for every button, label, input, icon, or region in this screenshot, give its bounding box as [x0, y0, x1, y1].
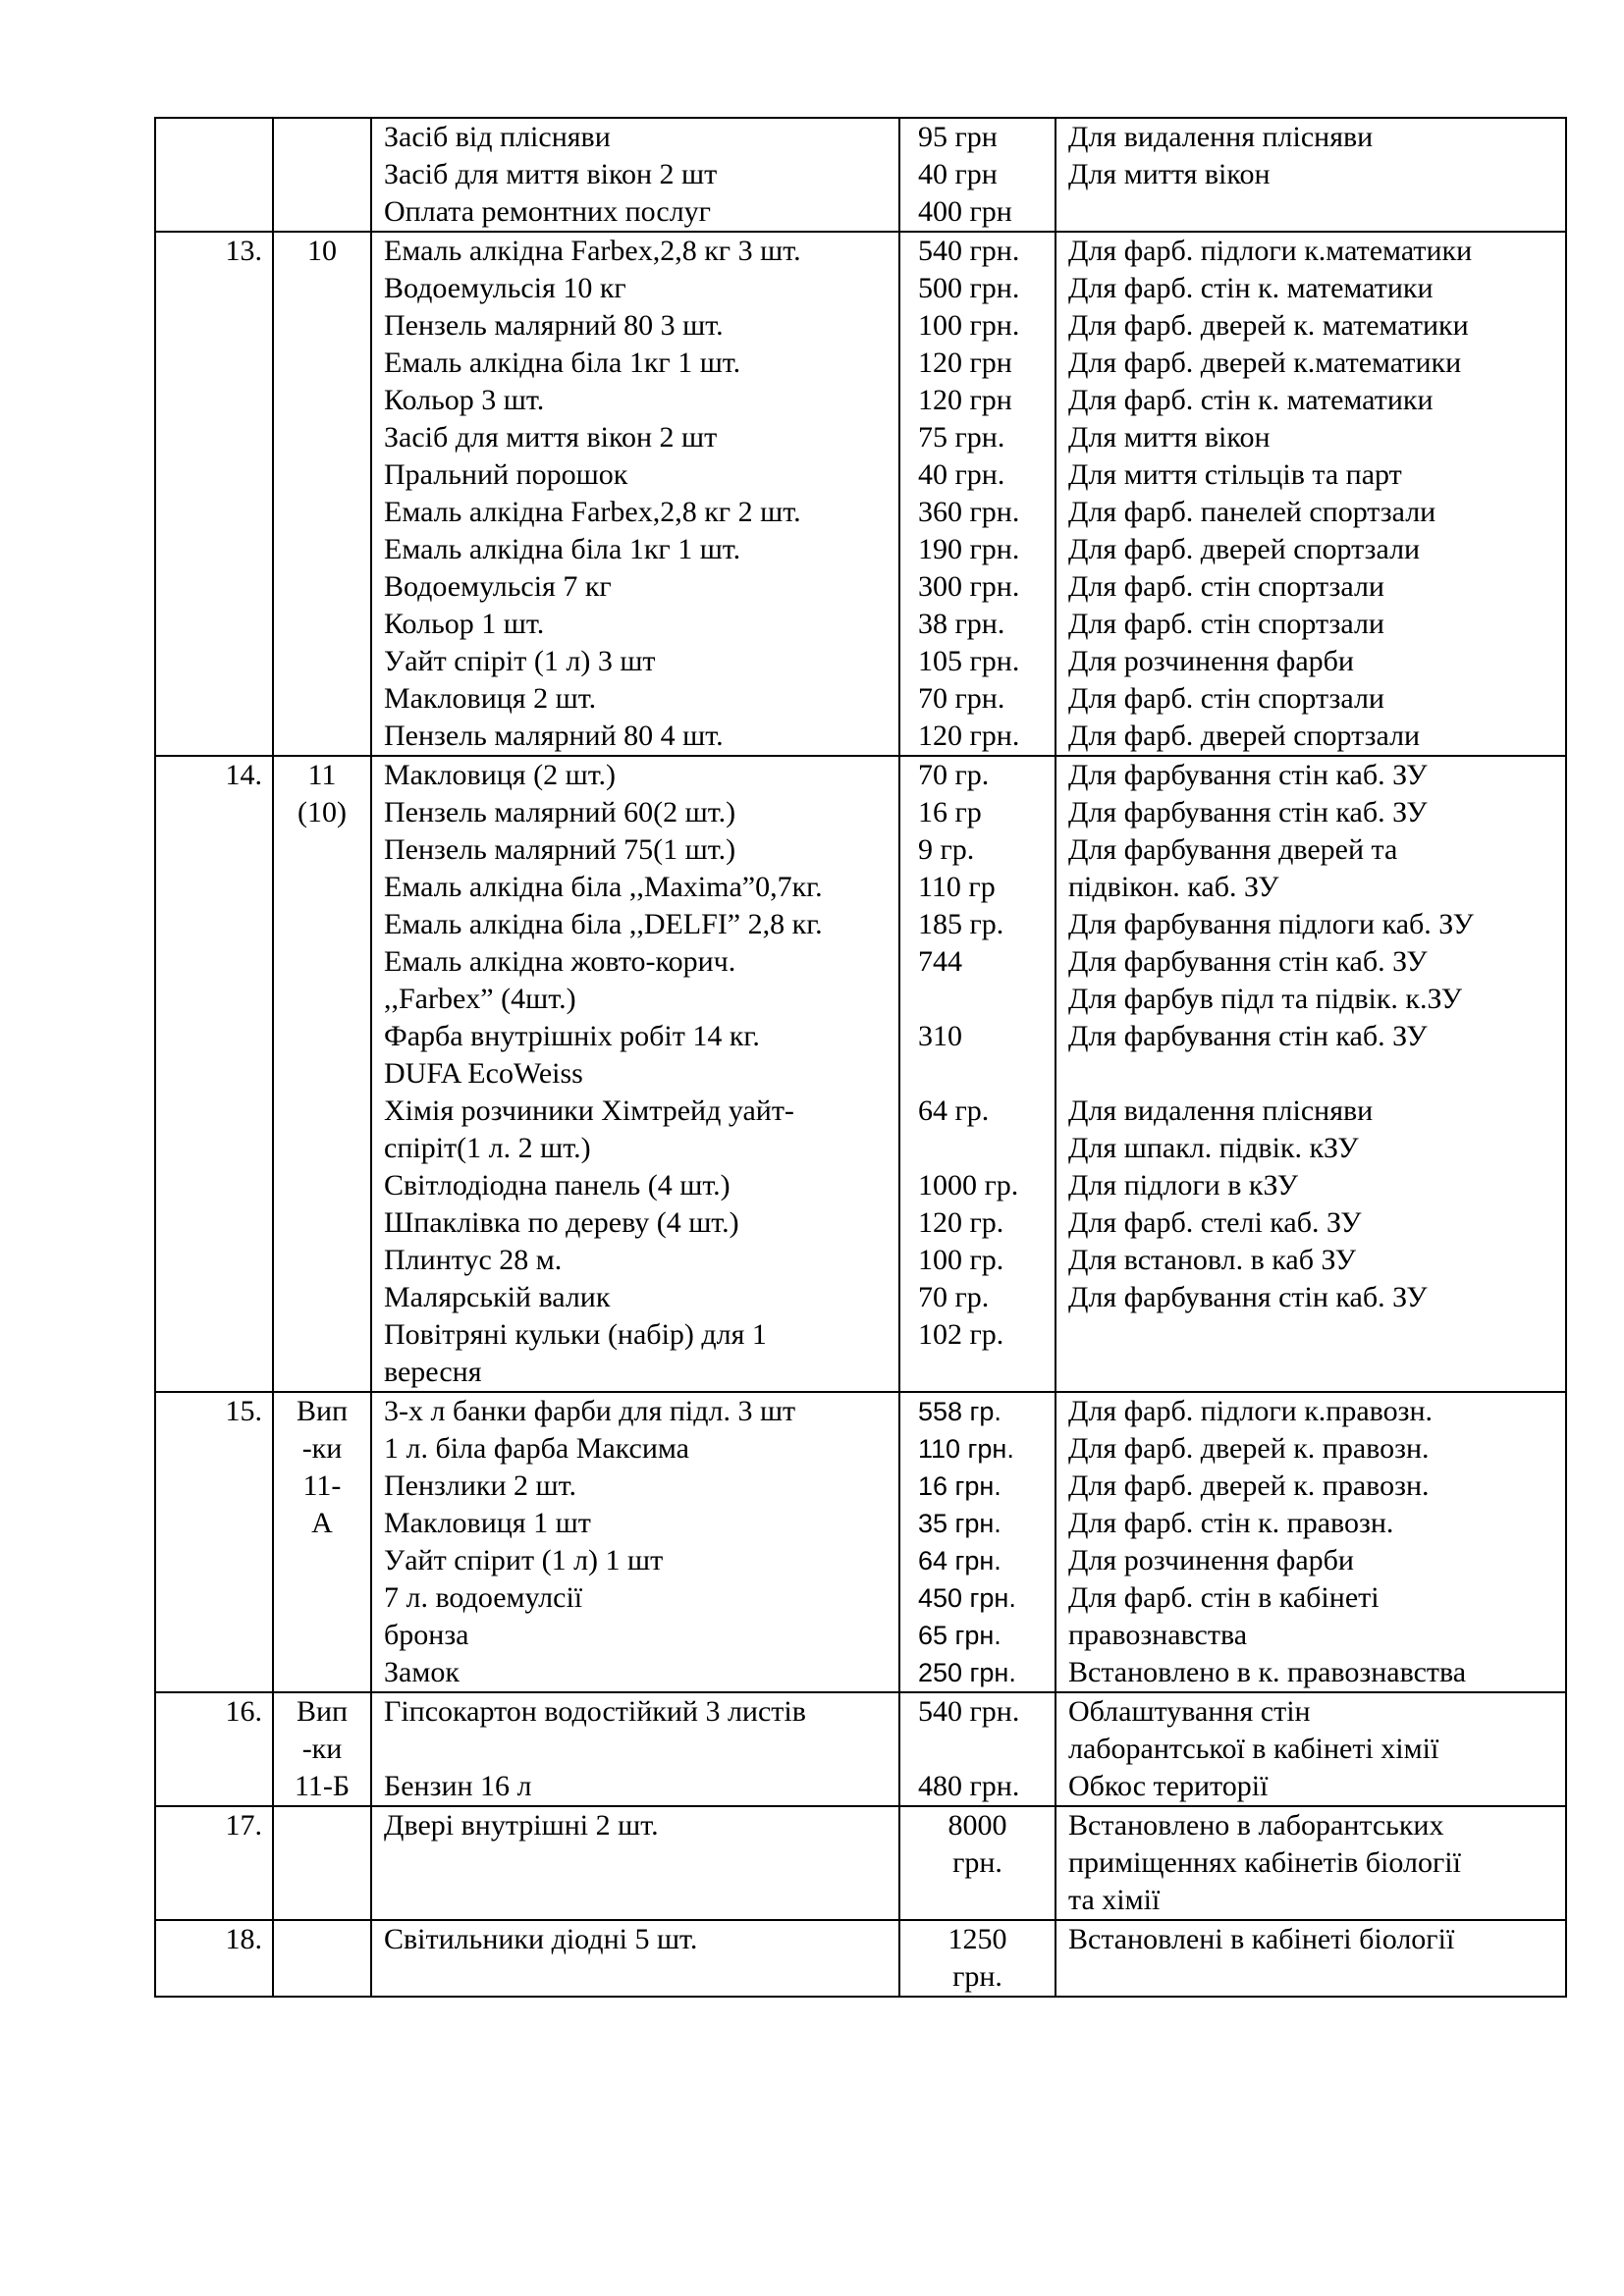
note-line: Для фарб. стін спортзали — [1068, 570, 1384, 603]
item-line: Пензель малярний 75(1 шт.) — [384, 833, 736, 866]
price-line: 70 гр. — [918, 759, 990, 791]
item-line: Двері внутрішні 2 шт. — [384, 1809, 659, 1842]
price-line: 250 грн. — [918, 1658, 1016, 1687]
price-cell — [899, 118, 1056, 232]
note-line: Для фарбування стін каб. ЗУ — [1068, 1020, 1428, 1052]
price-cell — [899, 1692, 1056, 1806]
note-line: приміщеннях кабінетів біології — [1068, 1846, 1461, 1879]
item-line: Хімія розчиники Хімтрейд уайт- — [384, 1095, 794, 1127]
item-line: Кольор 1 шт. — [384, 608, 545, 640]
item-line: Пензель малярний 60(2 шт.) — [384, 796, 736, 828]
item-line: Кольор 3 шт. — [384, 384, 545, 416]
price-line: 120 грн — [918, 347, 1012, 379]
item-line: Бензин 16 л — [384, 1770, 532, 1802]
note-line: Для фарб. стін к. правозн. — [1068, 1507, 1394, 1539]
note-line: Для фарб. підлоги к.правозн. — [1068, 1395, 1434, 1427]
note-cell — [1056, 1806, 1566, 1920]
item-cell — [371, 1806, 899, 1920]
item-line: 3-х л банки фарби для підл. 3 шт — [384, 1395, 796, 1427]
item-line: Засіб для миття вікон 2 шт — [384, 158, 718, 190]
item-line: DUFA EcoWeiss — [384, 1057, 583, 1090]
class-label: 11-Б — [294, 1770, 351, 1802]
note-line: Для фарб. дверей к. правозн. — [1068, 1469, 1430, 1502]
price-line — [918, 981, 1055, 1018]
price-line: 64 гр. — [918, 1095, 990, 1127]
class-label: -ки — [301, 1432, 343, 1465]
note-line: Для розчинення фарби — [1068, 645, 1354, 677]
note-line: Для фарбування стін каб. ЗУ — [1068, 1281, 1428, 1313]
row-number-cell — [155, 118, 273, 232]
note-cell — [1056, 118, 1566, 232]
item-line: Пензель малярний 80 3 шт. — [384, 309, 724, 342]
item-cell — [371, 118, 899, 232]
expenses-table-body — [155, 118, 1566, 1997]
note-line: Для фарб. стін спортзали — [1068, 608, 1384, 640]
price-line — [918, 1055, 1055, 1093]
note-cell — [1056, 232, 1566, 756]
item-line: Емаль алкідна біла ,,DELFI” 2,8 кг. — [384, 908, 823, 940]
price-cell — [899, 1920, 1056, 1997]
price-line: 558 гр. — [918, 1397, 1001, 1426]
note-line: Для видалення плісняви — [1068, 1095, 1374, 1127]
row-number: 15. — [225, 1395, 262, 1427]
item-line: Емаль алкідна біла 1кг 1 шт. — [384, 347, 741, 379]
row-number: 13. — [225, 235, 262, 267]
item-line: ,,Farbex” (4шт.) — [384, 983, 576, 1015]
item-line: Світлодіодна панель (4 шт.) — [384, 1169, 731, 1201]
row-number-cell — [155, 756, 273, 1392]
item-line: Уайт спірит (1 л) 1 шт — [384, 1544, 664, 1576]
price-cell — [899, 756, 1056, 1392]
note-line: Для фарб. стін спортзали — [1068, 682, 1384, 715]
note-line — [1068, 193, 1565, 231]
row-number: 16. — [225, 1695, 262, 1728]
item-line: Емаль алкідна Farbex,2,8 кг 3 шт. — [384, 235, 801, 267]
price-line: 38 грн. — [918, 608, 1005, 640]
class-cell — [273, 232, 371, 756]
price-line — [918, 1354, 1055, 1391]
note-line: Для підлоги в кЗУ — [1068, 1169, 1298, 1201]
price-line: 540 грн. — [918, 1695, 1020, 1728]
note-line: Для миття вікон — [1068, 421, 1271, 454]
note-line: Для фарбування стін каб. ЗУ — [1068, 759, 1428, 791]
class-label: (10) — [298, 796, 347, 828]
price-line: 400 грн — [918, 195, 1012, 228]
item-line: Фарба внутрішніх робіт 14 кг. — [384, 1020, 760, 1052]
class-label: -ки — [301, 1733, 343, 1765]
note-line: Для видалення плісняви — [1068, 121, 1374, 153]
item-line: Емаль алкідна Farbex,2,8 кг 2 шт. — [384, 496, 801, 528]
item-line — [384, 1731, 898, 1768]
note-line: Встановлені в кабінеті біології — [1068, 1923, 1455, 1955]
price-line — [918, 1731, 1055, 1768]
note-cell — [1056, 1692, 1566, 1806]
note-line: Для фарб. стін к. математики — [1068, 272, 1434, 304]
item-cell — [371, 1920, 899, 1997]
row-number: 18. — [225, 1923, 262, 1955]
class-cell — [273, 118, 371, 232]
item-line: Оплата ремонтних послуг — [384, 195, 711, 228]
item-line: Засіб для миття вікон 2 шт — [384, 421, 718, 454]
class-cell — [273, 1806, 371, 1920]
class-label: 10 — [307, 235, 337, 267]
note-line: Для миття вікон — [1068, 158, 1271, 190]
row-number: 17. — [225, 1809, 262, 1842]
note-line: Для встановл. в каб ЗУ — [1068, 1244, 1357, 1276]
price-line: 1000 гр. — [918, 1169, 1019, 1201]
price-line: 120 грн. — [918, 720, 1020, 752]
table-row — [155, 232, 1566, 756]
note-line: Встановлено в лаборантських — [1068, 1809, 1444, 1842]
note-line — [1068, 1354, 1565, 1391]
item-line: Макловиця 2 шт. — [384, 682, 597, 715]
price-line: 70 грн. — [918, 682, 1005, 715]
item-line: Водоемульсія 10 кг — [384, 272, 626, 304]
note-line: Для фарб. дверей к.математики — [1068, 347, 1462, 379]
price-line: 70 гр. — [918, 1281, 990, 1313]
note-line — [1068, 1055, 1565, 1093]
price-line: 16 гр — [918, 796, 982, 828]
note-line: Встановлено в к. правознавства — [1068, 1656, 1467, 1688]
note-line: лаборантської в кабінеті хімії — [1068, 1733, 1439, 1765]
row-number — [156, 119, 262, 156]
item-cell — [371, 756, 899, 1392]
note-line: Для фарб. панелей спортзали — [1068, 496, 1436, 528]
table-row — [155, 1392, 1566, 1692]
item-line: Макловиця 1 шт — [384, 1507, 591, 1539]
price-line: 500 грн. — [918, 272, 1020, 304]
row-number-cell — [155, 1806, 273, 1920]
item-cell — [371, 232, 899, 756]
table-row — [155, 1692, 1566, 1806]
row-number-cell — [155, 232, 273, 756]
note-line: Для фарбування стін каб. ЗУ — [1068, 945, 1428, 978]
item-line: 7 л. водоемулсії — [384, 1581, 583, 1614]
price-line: 744 — [918, 945, 962, 978]
note-line: Для фарб. підлоги к.математики — [1068, 235, 1473, 267]
price-line: 40 грн — [918, 158, 998, 190]
expenses-table — [154, 117, 1567, 1998]
price-line: грн. — [952, 1846, 1002, 1879]
note-line: Для фарб. дверей к. правозн. — [1068, 1432, 1430, 1465]
price-cell — [899, 232, 1056, 756]
item-line: Гіпсокартон водостійкий 3 листів — [384, 1695, 806, 1728]
note-line: Для фарб. стін в кабінеті — [1068, 1581, 1380, 1614]
row-number-cell — [155, 1392, 273, 1692]
row-number-cell — [155, 1692, 273, 1806]
note-line: Для фарб. дверей спортзали — [1068, 720, 1421, 752]
note-line: та хімії — [1068, 1884, 1161, 1916]
item-line: Уайт спіріт (1 л) 3 шт — [384, 645, 656, 677]
price-line: 110 грн. — [918, 1434, 1014, 1464]
row-number: 14. — [225, 759, 262, 791]
price-line: 300 грн. — [918, 570, 1020, 603]
item-line: Водоемульсія 7 кг — [384, 570, 612, 603]
note-line: правознавства — [1068, 1619, 1248, 1651]
note-line: Для фарбування підлоги каб. ЗУ — [1068, 908, 1474, 940]
class-label: 11- — [302, 1469, 342, 1502]
price-line: 64 грн. — [918, 1546, 1001, 1575]
price-line: грн. — [952, 1960, 1002, 1993]
price-line: 190 грн. — [918, 533, 1020, 565]
price-line: 360 грн. — [918, 496, 1020, 528]
note-line: Для фарбув підл та підвік. к.ЗУ — [1068, 983, 1463, 1015]
item-cell — [371, 1692, 899, 1806]
price-line: 310 — [918, 1020, 962, 1052]
item-line: Пензель малярний 80 4 шт. — [384, 720, 724, 752]
item-line: вересня — [384, 1356, 482, 1388]
item-line: Емаль алкідна біла ,,Maxima”0,7кг. — [384, 871, 823, 903]
price-line: 9 гр. — [918, 833, 975, 866]
price-line: 100 гр. — [918, 1244, 1004, 1276]
table-row — [155, 1920, 1566, 1997]
price-line: 95 грн — [918, 121, 998, 153]
class-cell — [273, 1920, 371, 1997]
price-cell — [899, 1806, 1056, 1920]
price-cell — [899, 1392, 1056, 1692]
note-line: підвікон. каб. ЗУ — [1068, 871, 1279, 903]
item-line: Пензлики 2 шт. — [384, 1469, 576, 1502]
price-line: 110 гр — [918, 871, 996, 903]
item-line: Емаль алкідна жовто-корич. — [384, 945, 736, 978]
item-line: Емаль алкідна біла 1кг 1 шт. — [384, 533, 741, 565]
note-line: Для миття стільців та парт — [1068, 458, 1402, 491]
price-line: 120 гр. — [918, 1206, 1004, 1239]
item-line: Макловиця (2 шт.) — [384, 759, 617, 791]
class-label: Вип — [296, 1395, 349, 1427]
class-cell — [273, 1692, 371, 1806]
price-line: 65 грн. — [918, 1621, 1001, 1650]
class-label: Вип — [296, 1695, 349, 1728]
price-line: 40 грн. — [918, 458, 1005, 491]
price-line: 100 грн. — [918, 309, 1020, 342]
item-line: бронза — [384, 1619, 469, 1651]
item-line: Світильники діодні 5 шт. — [384, 1923, 698, 1955]
table-row — [155, 1806, 1566, 1920]
item-line: Малярській валик — [384, 1281, 611, 1313]
note-line: Для фарбування дверей та — [1068, 833, 1398, 866]
class-label: А — [311, 1507, 333, 1539]
note-line: Для фарбування стін каб. ЗУ — [1068, 796, 1428, 828]
class-cell — [273, 1392, 371, 1692]
price-line: 480 грн. — [918, 1770, 1020, 1802]
class-cell — [273, 756, 371, 1392]
price-line: 8000 — [947, 1809, 1007, 1842]
item-line: Пральний порошок — [384, 458, 628, 491]
note-line: Для фарб. дверей спортзали — [1068, 533, 1421, 565]
note-cell — [1056, 1392, 1566, 1692]
price-line: 102 гр. — [918, 1318, 1004, 1351]
note-line — [1068, 1316, 1565, 1354]
note-line: Обкос території — [1068, 1770, 1269, 1802]
note-line: Для шпакл. підвік. кЗУ — [1068, 1132, 1359, 1164]
price-line — [918, 1130, 1055, 1167]
note-line: Облаштування стін — [1068, 1695, 1311, 1728]
class-label: 11 — [307, 759, 337, 791]
price-line: 1250 — [947, 1923, 1007, 1955]
price-line: 105 грн. — [918, 645, 1020, 677]
price-line: 120 грн — [918, 384, 1012, 416]
item-line: спіріт(1 л. 2 шт.) — [384, 1132, 591, 1164]
item-line: Засіб від плісняви — [384, 121, 611, 153]
row-number-cell — [155, 1920, 273, 1997]
item-cell — [371, 1392, 899, 1692]
price-line: 16 грн. — [918, 1471, 1001, 1501]
table-row — [155, 756, 1566, 1392]
item-line: Плинтус 28 м. — [384, 1244, 563, 1276]
note-line: Для фарб. стін к. математики — [1068, 384, 1434, 416]
price-line: 540 грн. — [918, 235, 1020, 267]
item-line: Шпаклівка по дереву (4 шт.) — [384, 1206, 739, 1239]
note-line: Для фарб. дверей к. математики — [1068, 309, 1469, 342]
price-line: 35 грн. — [918, 1509, 1001, 1538]
price-line: 185 гр. — [918, 908, 1004, 940]
table-row — [155, 118, 1566, 232]
item-line: 1 л. біла фарба Максима — [384, 1432, 689, 1465]
note-line: Для фарб. стелі каб. ЗУ — [1068, 1206, 1362, 1239]
item-line: Замок — [384, 1656, 460, 1688]
price-line: 75 грн. — [918, 421, 1005, 454]
item-line: Повітряні кульки (набір) для 1 — [384, 1318, 767, 1351]
note-line: Для розчинення фарби — [1068, 1544, 1354, 1576]
note-cell — [1056, 1920, 1566, 1997]
price-line: 450 грн. — [918, 1583, 1016, 1613]
note-cell — [1056, 756, 1566, 1392]
